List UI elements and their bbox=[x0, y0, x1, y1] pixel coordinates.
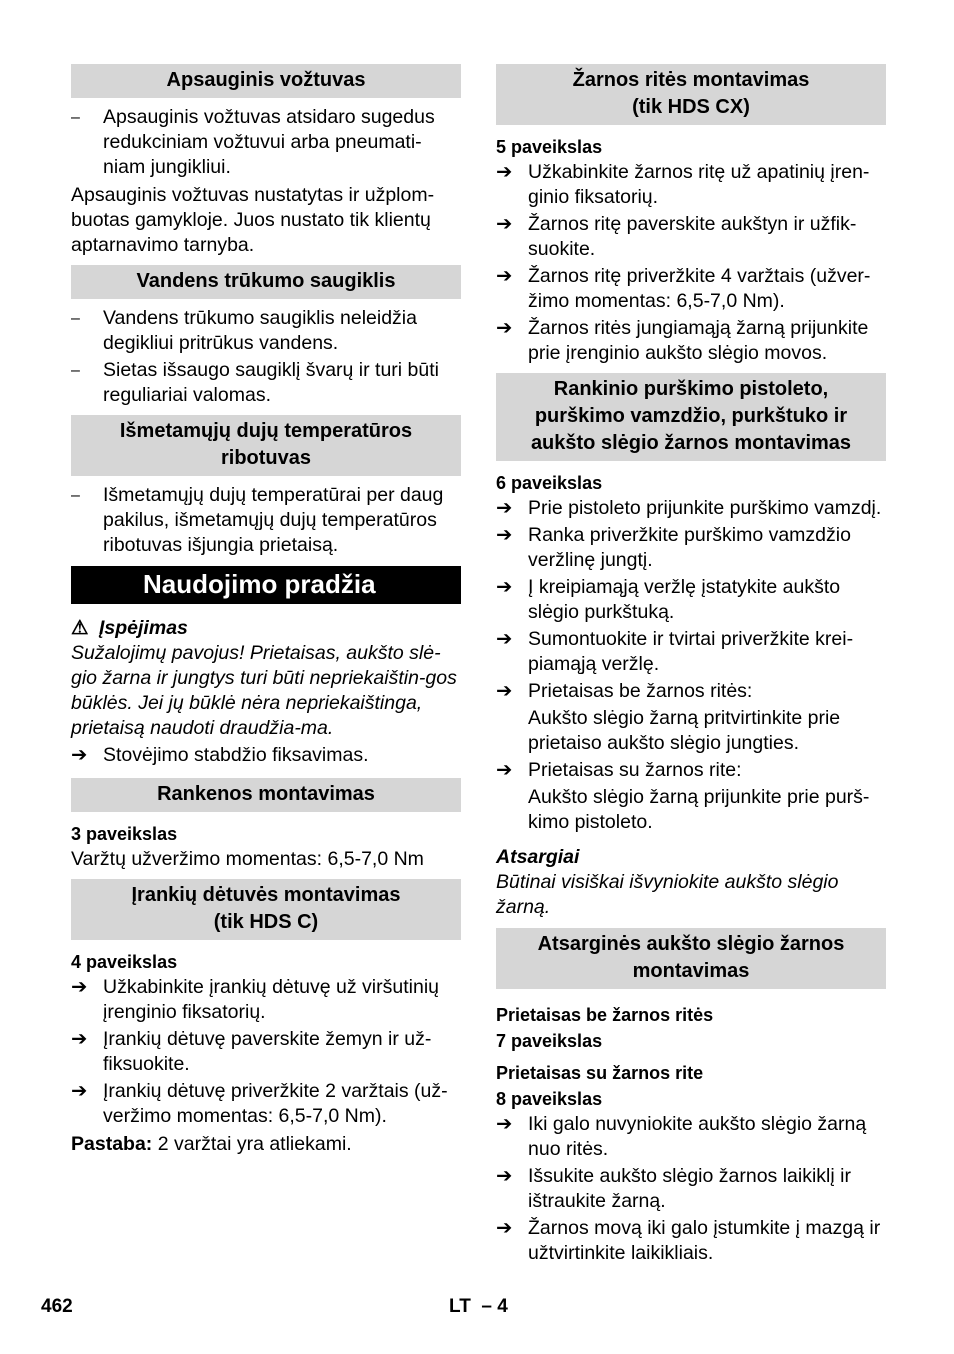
section-heading-tool-tray: Įrankių dėtuvės montavimas (tik HDS C) bbox=[71, 879, 461, 940]
step-item: ➔ Žarnos movą iki galo įstumkite į mazgą ir užtvirtinkite laikikliais. bbox=[496, 1217, 881, 1264]
arrow-icon: ➔ bbox=[71, 744, 88, 766]
warning-triangle-icon: ⚠ bbox=[71, 617, 89, 639]
dash-marker: – bbox=[71, 310, 80, 327]
right-column bbox=[496, 64, 886, 1266]
step-item: ➔ Įrankių dėtuvę priveržkite 2 varžtais (už-veržimo momentas: 6,5-7,0 Nm). bbox=[71, 1080, 448, 1127]
section-heading-hose-reel: Žarnos ritės montavimas (tik HDS CX) bbox=[496, 64, 886, 125]
section-heading-handle: Rankenos montavimas bbox=[71, 778, 461, 812]
step-item: ➔ Žarnos ritę priveržkite 4 varžtais (užver-žimo momentas: 6,5-7,0 Nm). bbox=[496, 265, 871, 312]
caution-text: Būtinai visiškai išvyniokite aukšto slėgio žarną. bbox=[496, 871, 839, 918]
section-heading-safety-valve: Apsauginis vožtuvas bbox=[71, 64, 461, 98]
arrow-icon: ➔ bbox=[496, 497, 513, 519]
note: Pastaba: 2 varžtai yra atliekami. bbox=[71, 1133, 352, 1155]
arrow-icon: ➔ bbox=[496, 1217, 513, 1239]
arrow-icon: ➔ bbox=[496, 576, 513, 598]
arrow-icon: ➔ bbox=[496, 265, 513, 287]
step-item: ➔ Prietaisas be žarnos ritės: bbox=[496, 680, 753, 702]
step-item: ➔ Žarnos ritės jungiamąją žarną prijunkite prie įrenginio aukšto slėgio movos. bbox=[496, 317, 869, 364]
left-column bbox=[71, 64, 461, 1157]
step-item: ➔ Prietaisas su žarnos rite: bbox=[496, 759, 742, 781]
arrow-icon: ➔ bbox=[71, 1028, 88, 1050]
figure-reference: 6 paveikslas bbox=[496, 473, 603, 493]
step-item: ➔ Žarnos ritę paverskite aukštyn ir užfik-suokite. bbox=[496, 213, 857, 260]
arrow-icon: ➔ bbox=[496, 213, 513, 235]
dash-marker: – bbox=[71, 362, 80, 379]
section-heading-spare-hose: Atsarginės aukšto slėgio žarnos montavimas bbox=[496, 928, 886, 989]
arrow-icon: ➔ bbox=[496, 628, 513, 650]
arrow-icon: ➔ bbox=[496, 524, 513, 546]
step-item: ➔ Užkabinkite žarnos ritę už apatinių įren-ginio fiksatorių. bbox=[496, 161, 870, 208]
figure-reference: 4 paveikslas bbox=[71, 952, 178, 972]
step-item: ➔ Iki galo nuvyniokite aukšto slėgio žarną nuo ritės. bbox=[496, 1113, 867, 1160]
list-item: – Apsauginis vožtuvas atsidaro sugedus redukciniam vožtuvui arba pneumati-niam jungikliui. bbox=[71, 106, 435, 178]
chapter-title: Naudojimo pradžia bbox=[71, 566, 461, 604]
arrow-icon: ➔ bbox=[496, 759, 513, 781]
subheading: Prietaisas be žarnos ritės bbox=[496, 1005, 714, 1025]
step-item: ➔ Įrankių dėtuvę paverskite žemyn ir už-fiksuokite. bbox=[71, 1028, 432, 1075]
step-continuation: Aukšto slėgio žarną prijunkite prie purš-kimo pistoleto. bbox=[528, 786, 870, 833]
step-item: ➔ Stovėjimo stabdžio fiksavimas. bbox=[71, 744, 369, 766]
section-heading-water-shortage: Vandens trūkumo saugiklis bbox=[71, 265, 461, 299]
paragraph: Varžtų užveržimo momentas: 6,5-7,0 Nm bbox=[71, 848, 424, 870]
step-item: ➔ Išsukite aukšto slėgio žarnos laikiklį ir ištraukite žarną. bbox=[496, 1165, 851, 1212]
arrow-icon: ➔ bbox=[496, 161, 513, 183]
step-item: ➔ Užkabinkite įrankių dėtuvę už viršutinių įrenginio fiksatorių. bbox=[71, 976, 439, 1023]
list-item: – Išmetamųjų dujų temperatūrai per daug pakilus, išmetamųjų dujų temperatūros ribotuvas išjungia prietaisą. bbox=[71, 484, 444, 556]
figure-reference: 8 paveikslas bbox=[496, 1089, 603, 1109]
step-item: ➔ Ranka priveržkite purškimo vamzdžio veržlinę jungtį. bbox=[496, 524, 851, 571]
dash-marker: – bbox=[71, 109, 80, 126]
subheading: Prietaisas su žarnos rite bbox=[496, 1063, 704, 1083]
page-number: 462 bbox=[41, 1296, 73, 1317]
step-item: ➔ Į kreipiamąją veržlę įstatykite aukšto slėgio purkštuką. bbox=[496, 576, 841, 623]
step-continuation: Aukšto slėgio žarną pritvirtinkite prie prietaiso aukšto slėgio jungties. bbox=[528, 707, 841, 754]
step-item: ➔ Sumontuokite ir tvirtai priveržkite krei-piamąją veržlę. bbox=[496, 628, 854, 675]
arrow-icon: ➔ bbox=[496, 680, 513, 702]
figure-reference: 3 paveikslas bbox=[71, 824, 178, 844]
warning-text: Sužalojimų pavojus! Prietaisas, aukšto slė-gio žarna ir jungtys turi būti nepriekaištin-gos būklės. Jei jų būklė nėra nepriekaištinga, prietaisą naudoti draudžia-ma. bbox=[71, 642, 457, 739]
step-item: ➔ Prie pistoleto prijunkite purškimo vamzdį. bbox=[496, 497, 882, 519]
warning-heading: ⚠ Įspėjimas bbox=[71, 617, 188, 639]
arrow-icon: ➔ bbox=[496, 317, 513, 339]
note-label: Pastaba: bbox=[71, 1133, 153, 1155]
paragraph: Apsauginis vožtuvas nustatytas ir užplom-buotas gamykloje. Juos nustato tik klientų aptarnavimo tarnyba. bbox=[71, 184, 435, 256]
figure-reference: 7 paveikslas bbox=[496, 1031, 603, 1051]
arrow-icon: ➔ bbox=[71, 976, 88, 998]
list-item: – Vandens trūkumo saugiklis neleidžia degikliui pritrūkus vandens. bbox=[71, 307, 417, 354]
dash-marker: – bbox=[71, 487, 80, 504]
section-heading-exhaust-limiter: Išmetamųjų dujų temperatūros ribotuvas bbox=[71, 415, 461, 476]
arrow-icon: ➔ bbox=[496, 1113, 513, 1135]
list-item: – Sietas išsaugo saugiklį švarų ir turi būti reguliariai valomas. bbox=[71, 359, 439, 406]
language-code: LT – 4 bbox=[449, 1296, 508, 1317]
arrow-icon: ➔ bbox=[71, 1080, 88, 1102]
figure-reference: 5 paveikslas bbox=[496, 137, 603, 157]
section-heading-spray-gun: Rankinio purškimo pistoleto, purškimo vamzdžio, purkštuko ir aukšto slėgio žarnos montavimas bbox=[496, 373, 886, 461]
caution-heading: Atsargiai bbox=[496, 846, 580, 868]
arrow-icon: ➔ bbox=[496, 1165, 513, 1187]
